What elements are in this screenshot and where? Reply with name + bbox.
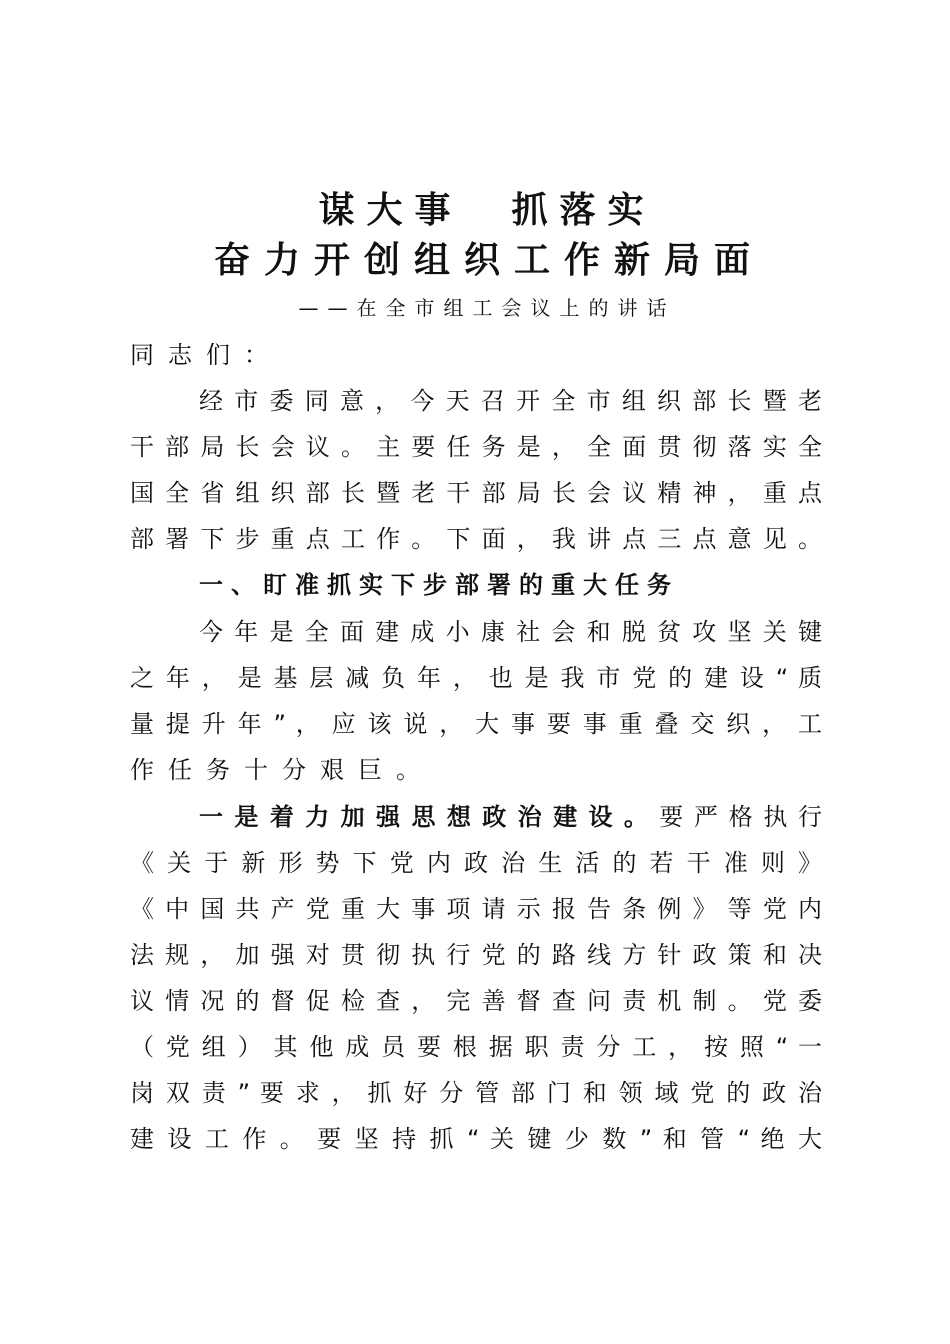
paragraph-3-line: 建 设 工 作 。 要 坚 持 抓 “ 关 键 少 数 ” 和 管 “ 绝 大 (130, 1125, 822, 1153)
paragraph-1-line: 国 全 省 组 织 部 长 暨 老 干 部 局 长 会 议 精 神 ， 重 点 (130, 479, 822, 507)
paragraph-3-line: 《 关 于 新 形 势 下 党 内 政 治 生 活 的 若 干 准 则 》 (130, 849, 822, 877)
document-title-line-1: 谋大事 抓落实 (318, 189, 656, 231)
salutation: 同志们： (130, 341, 282, 369)
paragraph-3-line: 岗 双 责 ” 要 求 ， 抓 好 分 管 部 门 和 领 域 党 的 政 治 (130, 1079, 822, 1107)
paragraph-3-line: （ 党 组 ） 其 他 成 员 要 根 据 职 责 分 工 ， 按 照 “ 一 (130, 1033, 822, 1061)
paragraph-3-first-line: 一 是 着 力 加 强 思 想 政 治 建 设 。 要 严 格 执 行 (199, 803, 823, 831)
paragraph-3-line: 议 情 况 的 督 促 检 查 ， 完 善 督 查 问 责 机 制 。 党 委 (130, 987, 822, 1015)
paragraph-2-line: 之 年 ， 是 基 层 减 负 年 ， 也 是 我 市 党 的 建 设 “ 质 (130, 664, 822, 692)
paragraph-2-line: 作任务十分艰巨。 (130, 756, 434, 784)
paragraph-3-line: 《 中 国 共 产 党 重 大 事 项 请 示 报 告 条 例 》 等 党 内 (130, 895, 822, 923)
paragraph-1-line: 干 部 局 长 会 议 。 主 要 任 务 是 ， 全 面 贯 彻 落 实 全 (130, 433, 822, 461)
document-title-line-2: 奋力开创组织工作新局面 (213, 239, 764, 281)
paragraph-2-line: 量 提 升 年 ” ， 应 该 说 ， 大 事 要 事 重 叠 交 织 ， 工 (130, 710, 822, 738)
paragraph-2-line: 今 年 是 全 面 建 成 小 康 社 会 和 脱 贫 攻 坚 关 键 (199, 618, 822, 646)
section-heading-1: 一、盯准抓实下步部署的重大任务 (199, 571, 679, 599)
paragraph-3-line: 法 规 ， 加 强 对 贯 彻 执 行 党 的 路 线 方 针 政 策 和 决 (130, 941, 822, 969)
paragraph-1-line: 经 市 委 同 意 ， 今 天 召 开 全 市 组 织 部 长 暨 老 (199, 387, 822, 415)
document-subtitle: ——在全市组工会议上的讲话 (298, 296, 676, 320)
paragraph-1-line: 部 署 下 步 重 点 工 作 。 下 面 ， 我 讲 点 三 点 意 见 。 (130, 525, 822, 553)
